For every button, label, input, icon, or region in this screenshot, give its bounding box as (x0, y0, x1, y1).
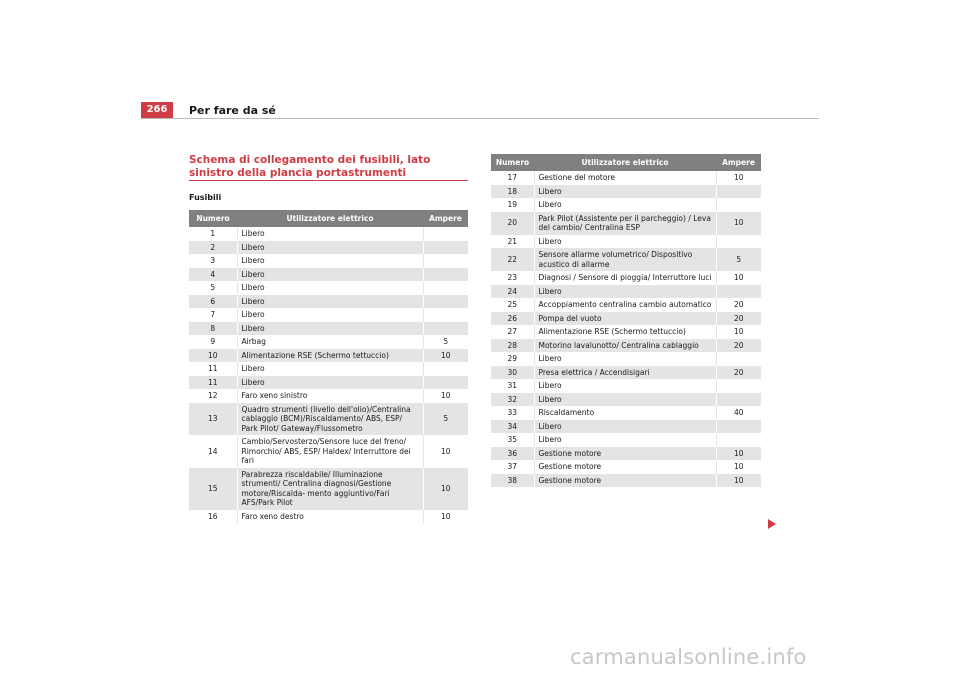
table-row (491, 325, 761, 339)
continue-arrow-icon (768, 519, 776, 529)
fuse-ampere-cell: 10 (716, 212, 761, 235)
watermark: carmanualsonline.info (570, 645, 807, 669)
fuse-number-cell: 18 (491, 185, 534, 199)
fuse-device-cell: Libero (237, 308, 423, 322)
fuse-number-cell: 12 (189, 389, 237, 403)
column-header-number: Numero (189, 210, 237, 227)
fuse-device-cell: Parabrezza riscaldabile/ Illuminazione strumenti/ Centralina diagnosi/Gestione motore/Riscalda- mento aggiuntivo/Fari AFS/Park Pilot (237, 468, 423, 510)
fuse-device-cell: Faro xeno destro (237, 510, 423, 524)
fuse-number-cell: 35 (491, 433, 534, 447)
fuse-number-cell: 2 (189, 241, 237, 255)
fuse-ampere-cell (423, 254, 468, 268)
section-divider (189, 180, 468, 181)
fuse-ampere-cell: 40 (716, 406, 761, 420)
table-row (189, 376, 468, 390)
fuse-device-cell: Cambio/Servosterzo/Sensore luce del freno/ Rimorchio/ ABS, ESP/ Haldex/ Interruttore dei fari (237, 435, 423, 468)
fuse-device-cell: Libero (534, 393, 716, 407)
fuse-device-cell: Alimentazione RSE (Schermo tettuccio) (534, 325, 716, 339)
fuse-number-cell: 8 (189, 322, 237, 336)
fuse-number-cell: 3 (189, 254, 237, 268)
table-row (189, 254, 468, 268)
table-row (189, 403, 468, 436)
fuse-table-left (189, 210, 468, 523)
table-row (491, 235, 761, 249)
fuse-number-cell: 36 (491, 447, 534, 461)
fuse-ampere-cell: 10 (423, 510, 468, 524)
fuse-number-cell: 27 (491, 325, 534, 339)
fuse-number-cell: 6 (189, 295, 237, 309)
fuse-device-cell: Libero (534, 198, 716, 212)
fuse-device-cell: Libero (534, 235, 716, 249)
fuse-number-cell: 26 (491, 312, 534, 326)
fuse-number-cell: 24 (491, 285, 534, 299)
fuse-number-cell: 30 (491, 366, 534, 380)
fuse-ampere-cell: 10 (423, 349, 468, 363)
fuse-number-cell: 9 (189, 335, 237, 349)
fuse-device-cell: Libero (237, 227, 423, 241)
fuse-ampere-cell: 20 (716, 366, 761, 380)
fuse-number-cell: 16 (189, 510, 237, 524)
fuse-number-cell: 1 (189, 227, 237, 241)
table-row (491, 447, 761, 461)
table-row (189, 389, 468, 403)
fuse-device-cell: Presa elettrica / Accendisigari (534, 366, 716, 380)
fuse-device-cell: Libero (237, 254, 423, 268)
fuse-device-cell: Libero (534, 185, 716, 199)
fuse-device-cell: Libero (237, 295, 423, 309)
table-row (189, 349, 468, 363)
fuse-number-cell: 37 (491, 460, 534, 474)
fuse-ampere-cell (716, 433, 761, 447)
fuse-device-cell: Libero (534, 379, 716, 393)
fuse-device-cell: Gestione del motore (534, 171, 716, 185)
table-row (491, 212, 761, 235)
fuse-device-cell: Airbag (237, 335, 423, 349)
fuse-device-cell: Libero (237, 376, 423, 390)
fuse-number-cell: 32 (491, 393, 534, 407)
page-header-title: Per fare da sé (189, 104, 276, 117)
table-row (491, 420, 761, 434)
fuse-device-cell: Park Pilot (Assistente per il parcheggio) / Leva del cambio/ Centralina ESP (534, 212, 716, 235)
fuse-ampere-cell: 10 (423, 468, 468, 510)
fuse-ampere-cell: 10 (716, 447, 761, 461)
fuse-ampere-cell (423, 227, 468, 241)
table-row (491, 248, 761, 271)
page-number: 266 (141, 102, 173, 118)
fuse-device-cell: Libero (237, 362, 423, 376)
fuse-device-cell: Diagnosi / Sensore di pioggia/ Interruttore luci (534, 271, 716, 285)
fuse-number-cell: 10 (189, 349, 237, 363)
table-row (189, 295, 468, 309)
fuse-device-cell: Riscaldamento (534, 406, 716, 420)
table-row (491, 352, 761, 366)
fuse-number-cell: 4 (189, 268, 237, 282)
fuse-number-cell: 20 (491, 212, 534, 235)
fuse-ampere-cell: 10 (716, 460, 761, 474)
fuse-number-cell: 11 (189, 376, 237, 390)
section-title: Schema di collegamento dei fusibili, lato sinistro della plancia portastrumenti (189, 154, 431, 179)
fuse-ampere-cell: 5 (423, 403, 468, 436)
fuse-device-cell: Libero (534, 285, 716, 299)
table-row (189, 510, 468, 524)
fuse-number-cell: 33 (491, 406, 534, 420)
fuse-device-cell: Gestione motore (534, 460, 716, 474)
fuse-table-right (491, 154, 761, 487)
table-row (491, 339, 761, 353)
table-header-row (491, 154, 761, 171)
fuse-ampere-cell (716, 393, 761, 407)
fuse-device-cell: Gestione motore (534, 474, 716, 488)
fuse-device-cell: Pompa del vuoto (534, 312, 716, 326)
fuse-ampere-cell: 20 (716, 339, 761, 353)
fuse-ampere-cell: 10 (423, 435, 468, 468)
fuse-number-cell: 22 (491, 248, 534, 271)
fuse-ampere-cell (716, 235, 761, 249)
table-row (189, 468, 468, 510)
table-row (491, 312, 761, 326)
fuse-ampere-cell: 5 (423, 335, 468, 349)
fuse-ampere-cell: 10 (716, 474, 761, 488)
table-row (491, 271, 761, 285)
table-row (491, 379, 761, 393)
fuse-ampere-cell: 10 (716, 325, 761, 339)
fuse-number-cell: 14 (189, 435, 237, 468)
fuse-device-cell: Libero (237, 322, 423, 336)
column-header-device: Utilizzatore elettrico (237, 210, 423, 227)
table-row (491, 298, 761, 312)
fuse-ampere-cell: 10 (716, 171, 761, 185)
fuse-device-cell: Libero (534, 433, 716, 447)
fuse-ampere-cell (423, 362, 468, 376)
fuse-ampere-cell (423, 376, 468, 390)
fuse-number-cell: 31 (491, 379, 534, 393)
fuse-device-cell: Gestione motore (534, 447, 716, 461)
fuse-device-cell: Libero (534, 352, 716, 366)
fuse-device-cell: Faro xeno sinistro (237, 389, 423, 403)
header-divider (141, 118, 819, 119)
fuse-number-cell: 23 (491, 271, 534, 285)
table-row (189, 308, 468, 322)
table-row (491, 171, 761, 185)
table-row (491, 460, 761, 474)
table-row (491, 185, 761, 199)
fuse-number-cell: 34 (491, 420, 534, 434)
table-row (189, 435, 468, 468)
fuse-ampere-cell: 20 (716, 312, 761, 326)
fuse-ampere-cell (716, 352, 761, 366)
table-row (491, 366, 761, 380)
fuse-device-cell: Sensore allarme volumetrico/ Dispositivo acustico di allarme (534, 248, 716, 271)
fuse-number-cell: 7 (189, 308, 237, 322)
fuse-ampere-cell: 20 (716, 298, 761, 312)
fuse-ampere-cell (716, 379, 761, 393)
fuse-number-cell: 11 (189, 362, 237, 376)
fuse-device-cell: Quadro strumenti (livello dell'olio)/Centralina cablaggio (BCM)/Riscaldamento/ ABS, ESP/ Park Pilot/ Gateway/Flussometro (237, 403, 423, 436)
fuse-number-cell: 5 (189, 281, 237, 295)
fuse-ampere-cell (716, 185, 761, 199)
fuse-ampere-cell (423, 322, 468, 336)
fuse-number-cell: 38 (491, 474, 534, 488)
fuse-ampere-cell (423, 308, 468, 322)
fuse-device-cell: Alimentazione RSE (Schermo tettuccio) (237, 349, 423, 363)
fuse-number-cell: 25 (491, 298, 534, 312)
table-row (189, 241, 468, 255)
table-row (189, 227, 468, 241)
fuse-number-cell: 19 (491, 198, 534, 212)
column-header-ampere: Ampere (716, 154, 761, 171)
column-header-number: Numero (491, 154, 534, 171)
fuse-ampere-cell (716, 420, 761, 434)
fuse-number-cell: 28 (491, 339, 534, 353)
fuse-number-cell: 15 (189, 468, 237, 510)
table-row (189, 281, 468, 295)
fuse-number-cell: 17 (491, 171, 534, 185)
fuse-ampere-cell (423, 295, 468, 309)
table-row (189, 268, 468, 282)
fuse-ampere-cell: 5 (716, 248, 761, 271)
fuse-ampere-cell (423, 281, 468, 295)
table-row (491, 285, 761, 299)
fuse-ampere-cell (423, 241, 468, 255)
table-row (189, 335, 468, 349)
fuse-ampere-cell: 10 (716, 271, 761, 285)
fuse-device-cell: Motorino lavalunotto/ Centralina cablaggio (534, 339, 716, 353)
fuse-device-cell: Accoppiamento centralina cambio automatico (534, 298, 716, 312)
table-row (491, 198, 761, 212)
table-row (189, 322, 468, 336)
table-row (491, 406, 761, 420)
table-row (491, 393, 761, 407)
fuse-ampere-cell (423, 268, 468, 282)
fuse-number-cell: 13 (189, 403, 237, 436)
fuse-number-cell: 21 (491, 235, 534, 249)
fuse-table-left-body (189, 227, 468, 523)
fuse-device-cell: Libero (534, 420, 716, 434)
section-subheading: Fusibili (189, 193, 222, 202)
column-header-device: Utilizzatore elettrico (534, 154, 716, 171)
fuse-device-cell: Libero (237, 281, 423, 295)
fuse-ampere-cell (716, 198, 761, 212)
fuse-ampere-cell: 10 (423, 389, 468, 403)
fuse-table-right-body (491, 171, 761, 487)
table-row (189, 362, 468, 376)
fuse-ampere-cell (716, 285, 761, 299)
table-header-row (189, 210, 468, 227)
fuse-number-cell: 29 (491, 352, 534, 366)
table-row (491, 474, 761, 488)
column-header-ampere: Ampere (423, 210, 468, 227)
fuse-device-cell: Libero (237, 268, 423, 282)
fuse-device-cell: Libero (237, 241, 423, 255)
table-row (491, 433, 761, 447)
